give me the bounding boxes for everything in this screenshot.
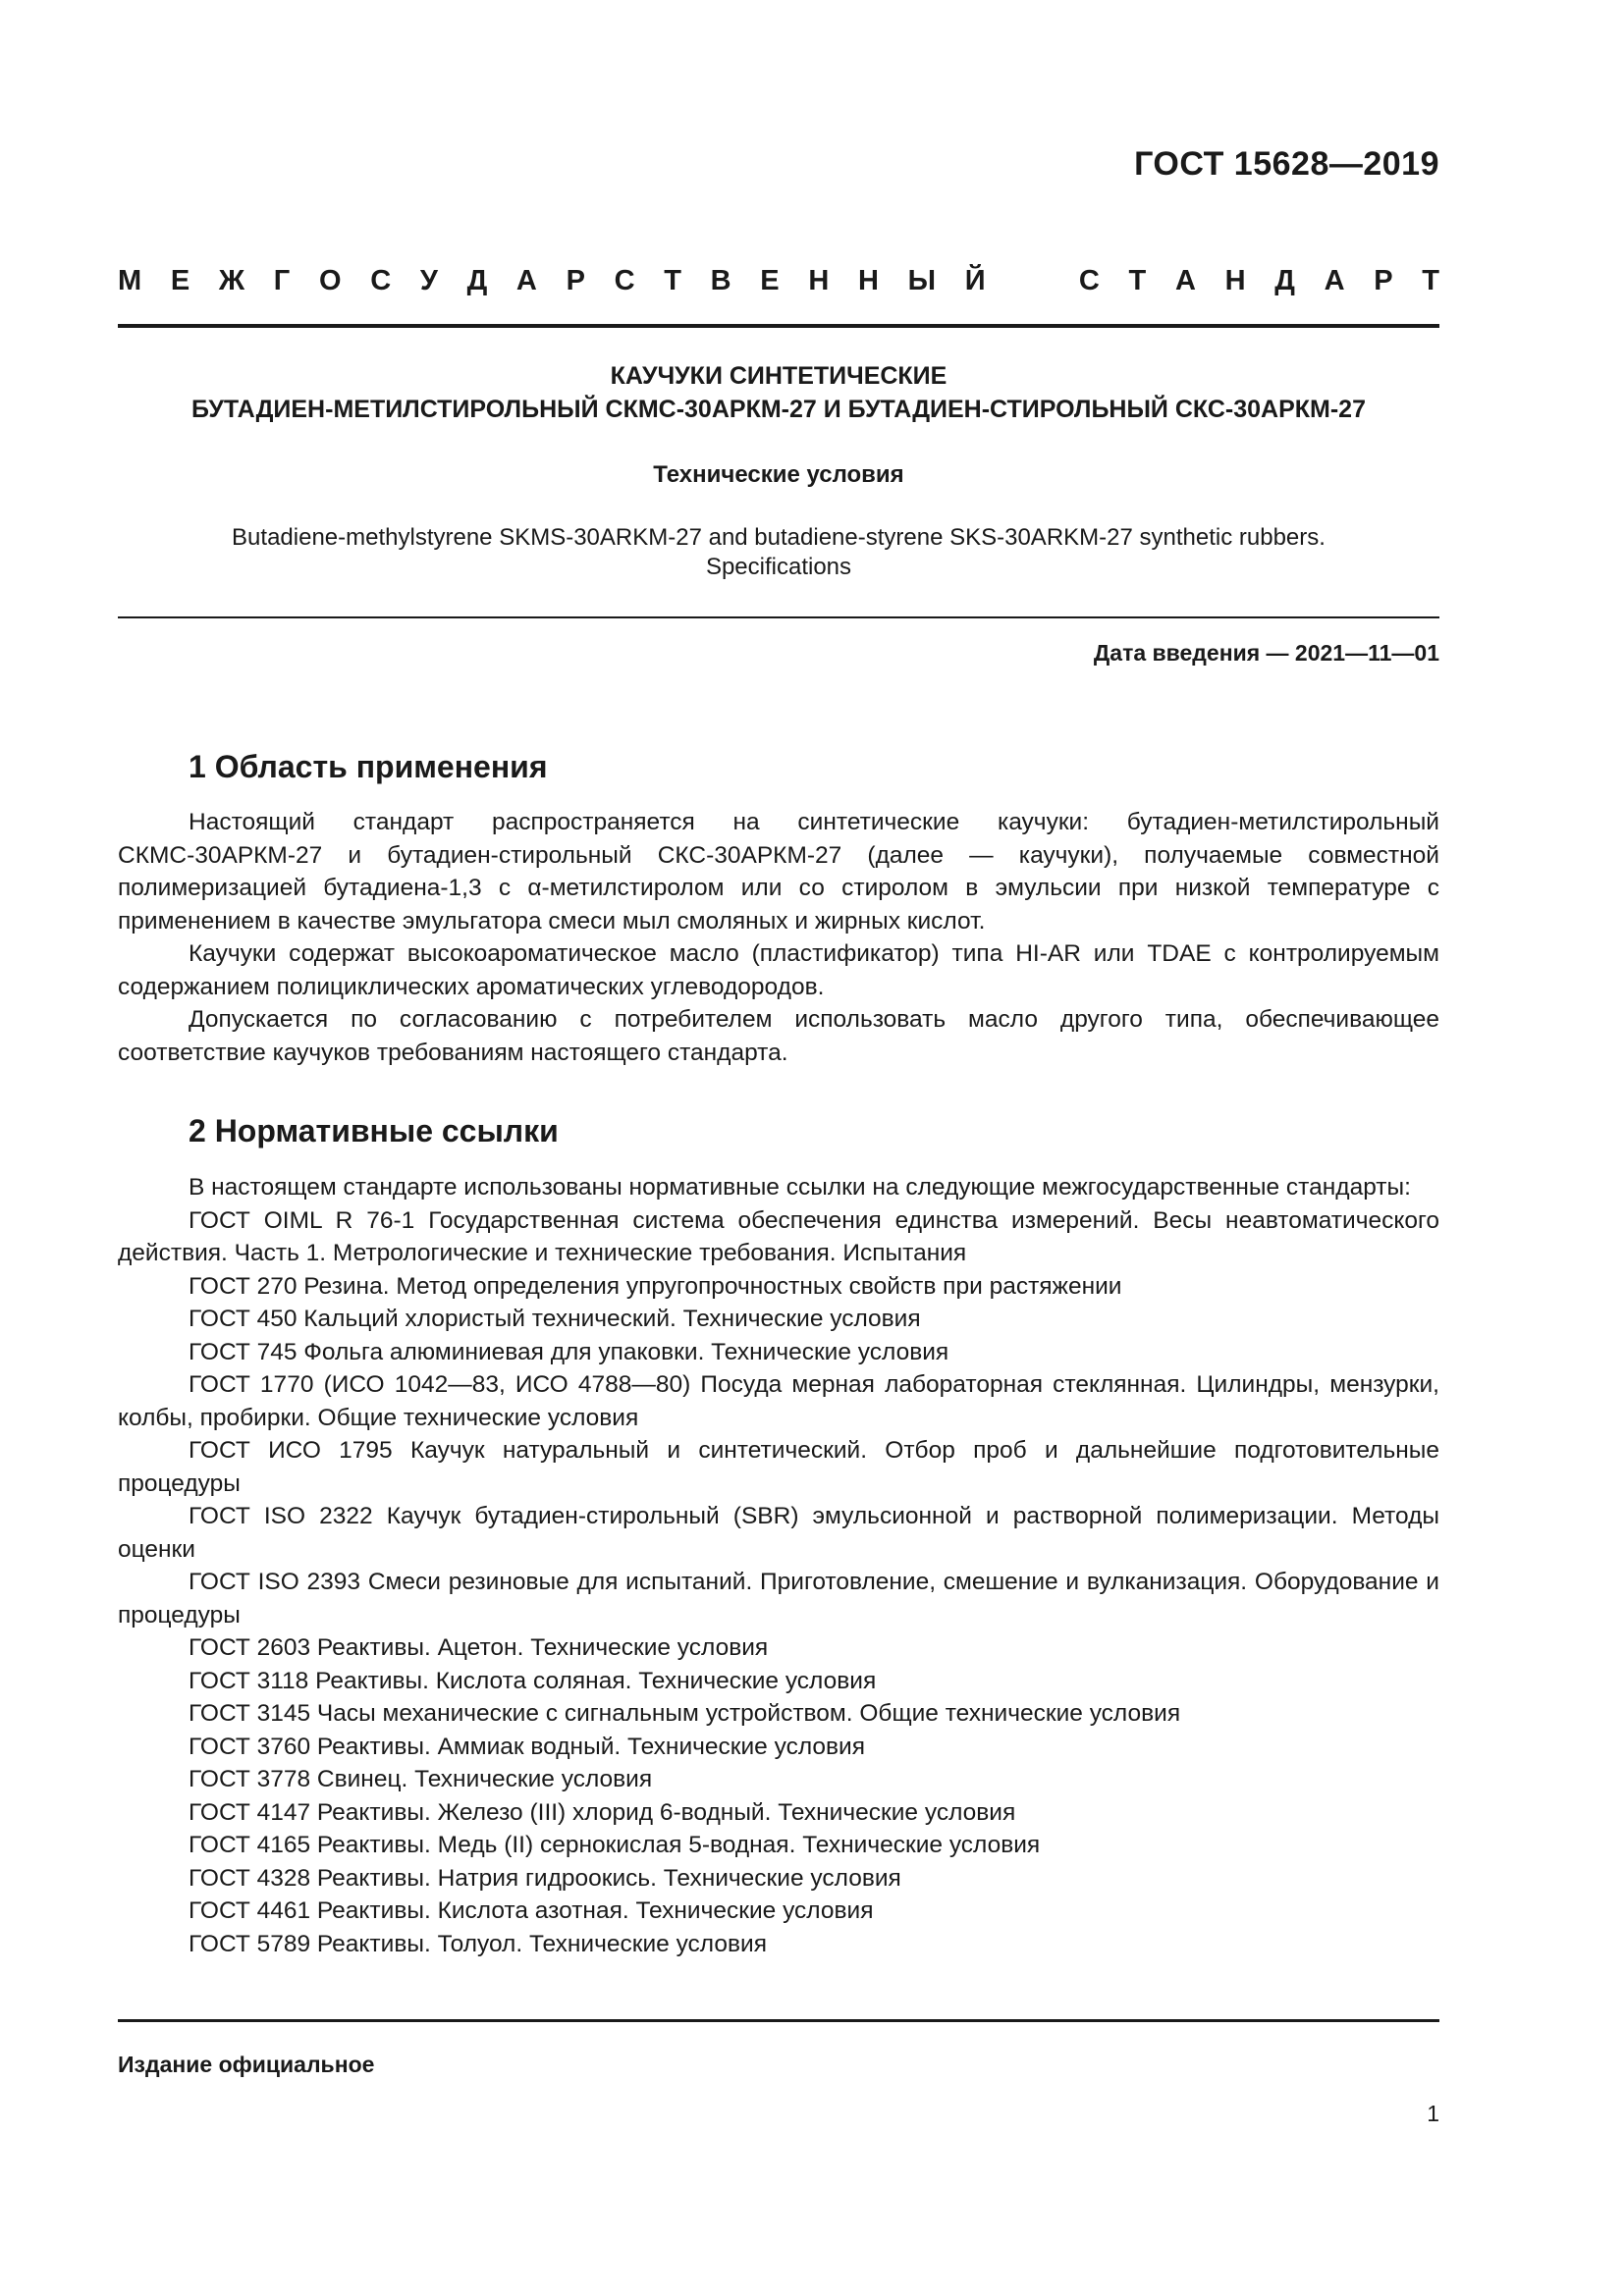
section-2-body [118, 1171, 1439, 1960]
normative-reference-item: ГОСТ 5789 Реактивы. Толуол. Технические условия [189, 1930, 767, 1957]
section-1-paragraph: Каучуки содержат высокоароматическое масло (пластификатор) типа HI-AR или TDAE с контролируемым содержанием полициклических ароматических углеводородов. [118, 940, 1439, 1000]
interstate-standard-banner [118, 265, 1439, 297]
banner-letter: У [419, 265, 438, 296]
section-2-heading: 2 Нормативные ссылки [189, 1113, 559, 1148]
banner-letter: Т [664, 265, 681, 296]
normative-reference-item: ГОСТ 4328 Реактивы. Натрия гидроокись. Технические условия [189, 1864, 901, 1892]
header-divider [118, 324, 1439, 328]
document-number: ГОСТ 15628—2019 [1134, 145, 1439, 183]
banner-letter: Р [566, 265, 585, 296]
banner-letter: А [515, 265, 537, 296]
title-line-1: КАУЧУКИ СИНТЕТИЧЕСКИЕ [610, 362, 947, 390]
normative-reference-item: ГОСТ ISO 2393 Смеси резиновые для испытаний. Приготовление, смешение и вулканизация. Оборудование и процедуры [118, 1569, 1439, 1629]
document-page [118, 0, 1439, 2296]
normative-reference-item: ГОСТ 3145 Часы механические с сигнальным устройством. Общие технические условия [189, 1700, 1181, 1727]
normative-reference-item: ГОСТ 1770 (ИСО 1042—83, ИСО 4788—80) Посуда мерная лабораторная стеклянная. Цилиндры, мензурки, колбы, пробирки. Общие технические условия [118, 1371, 1439, 1431]
banner-letter: Т [1422, 265, 1439, 296]
banner-letter: Н [857, 265, 879, 296]
banner-letter: Д [1274, 265, 1295, 296]
banner-letter: Т [1128, 265, 1147, 296]
banner-letter: Н [808, 265, 830, 296]
banner-letter: В [710, 265, 731, 296]
title-line-2: БУТАДИЕН-МЕТИЛСТИРОЛЬНЫЙ СКМС-30АРКМ-27 И БУТАДИЕН-СТИРОЛЬНЫЙ СКС-30АРКМ-27 [191, 396, 1366, 423]
section-1-heading: 1 Область применения [189, 749, 548, 784]
normative-reference-item: ГОСТ 4165 Реактивы. Медь (II) сернокислая 5-водная. Технические условия [189, 1832, 1041, 1858]
banner-word-gap [1014, 265, 1050, 297]
banner-letter: Ж [218, 265, 245, 296]
title-divider [118, 616, 1439, 618]
banner-letter: Г [273, 265, 291, 296]
section-2-intro: В настоящем стандарте использованы нормативные ссылки на следующие межгосударственные стандарты: [189, 1174, 1411, 1201]
normative-reference-item: ГОСТ 2603 Реактивы. Ацетон. Технические условия [189, 1634, 769, 1661]
normative-reference-item: ГОСТ 270 Резина. Метод определения упругопрочностных свойств при растяжении [189, 1272, 1122, 1300]
normative-reference-item: ГОСТ ИСО 1795 Каучук натуральный и синтетический. Отбор проб и дальнейшие подготовительные процедуры [118, 1437, 1439, 1497]
normative-reference-item: ГОСТ 3118 Реактивы. Кислота соляная. Технические условия [189, 1667, 877, 1694]
banner-letter: Й [964, 265, 986, 296]
official-edition-label: Издание официальное [118, 2052, 375, 2077]
english-title [118, 523, 1439, 582]
section-1-paragraph: Допускается по согласованию с потребителем использовать масло другого типа, обеспечивающее соответствие каучуков требованиям настоящего стандарта. [118, 1006, 1439, 1066]
introduction-date: Дата введения — 2021—11—01 [1093, 640, 1439, 666]
normative-reference-item: ГОСТ OIML R 76-1 Государственная система обеспечения единства измерений. Весы неавтоматического действия. Часть 1. Метрологические и технические требования. Испытания [118, 1206, 1439, 1266]
page-number: 1 [1427, 2101, 1439, 2126]
banner-letter: М [118, 265, 142, 296]
banner-letter: С [1078, 265, 1100, 296]
normative-reference-item: ГОСТ 3778 Свинец. Технические условия [189, 1766, 653, 1792]
banner-letter: Н [1224, 265, 1246, 296]
banner-letter: О [318, 265, 342, 296]
normative-reference-item: ГОСТ 3760 Реактивы. Аммиак водный. Технические условия [189, 1733, 866, 1760]
english-title-line-1: Butadiene-methylstyrene SKMS-30ARKM-27 and butadiene-styrene SKS-30ARKM-27 synthetic rubbers. [232, 524, 1326, 551]
document-title [118, 359, 1439, 426]
section-1-body [118, 806, 1439, 1069]
document-subtitle: Технические условия [653, 461, 904, 488]
banner-letter: А [1324, 265, 1345, 296]
banner-letter: Д [466, 265, 488, 296]
english-title-line-2: Specifications [705, 554, 852, 580]
banner-letter: А [1174, 265, 1196, 296]
banner-letter: Е [760, 265, 780, 296]
section-1-paragraph: Настоящий стандарт распространяется на синтетические каучуки: бутадиен-метилстирольный СКМС-30АРКМ-27 и бутадиен-стирольный СКС-30АРКМ-27 (далее — каучуки), получаемые совместной полимеризацией бутадиена-1,3 с α-метилстиролом или со стиролом в эмульсии при низкой температуре с применением в качестве эмульгатора смеси мыл смоляных и жирных кислот. [118, 809, 1439, 934]
normative-reference-item: ГОСТ 450 Кальций хлористый технический. Технические условия [189, 1306, 921, 1332]
footer-divider [118, 2019, 1439, 2022]
banner-letter: С [614, 265, 635, 296]
normative-reference-item: ГОСТ ISO 2322 Каучук бутадиен-стирольный (SBR) эмульсионной и растворной полимеризации. Методы оценки [118, 1503, 1439, 1563]
normative-reference-item: ГОСТ 4461 Реактивы. Кислота азотная. Технические условия [189, 1897, 874, 1924]
normative-reference-item: ГОСТ 745 Фольга алюминиевая для упаковки. Технические условия [189, 1338, 949, 1365]
normative-reference-item: ГОСТ 4147 Реактивы. Железо (III) хлорид 6-водный. Технические условия [189, 1798, 1016, 1826]
banner-letter: Р [1374, 265, 1393, 296]
banner-letter: Ы [907, 265, 936, 296]
banner-letter: Е [170, 265, 190, 296]
banner-letter: С [370, 265, 392, 296]
